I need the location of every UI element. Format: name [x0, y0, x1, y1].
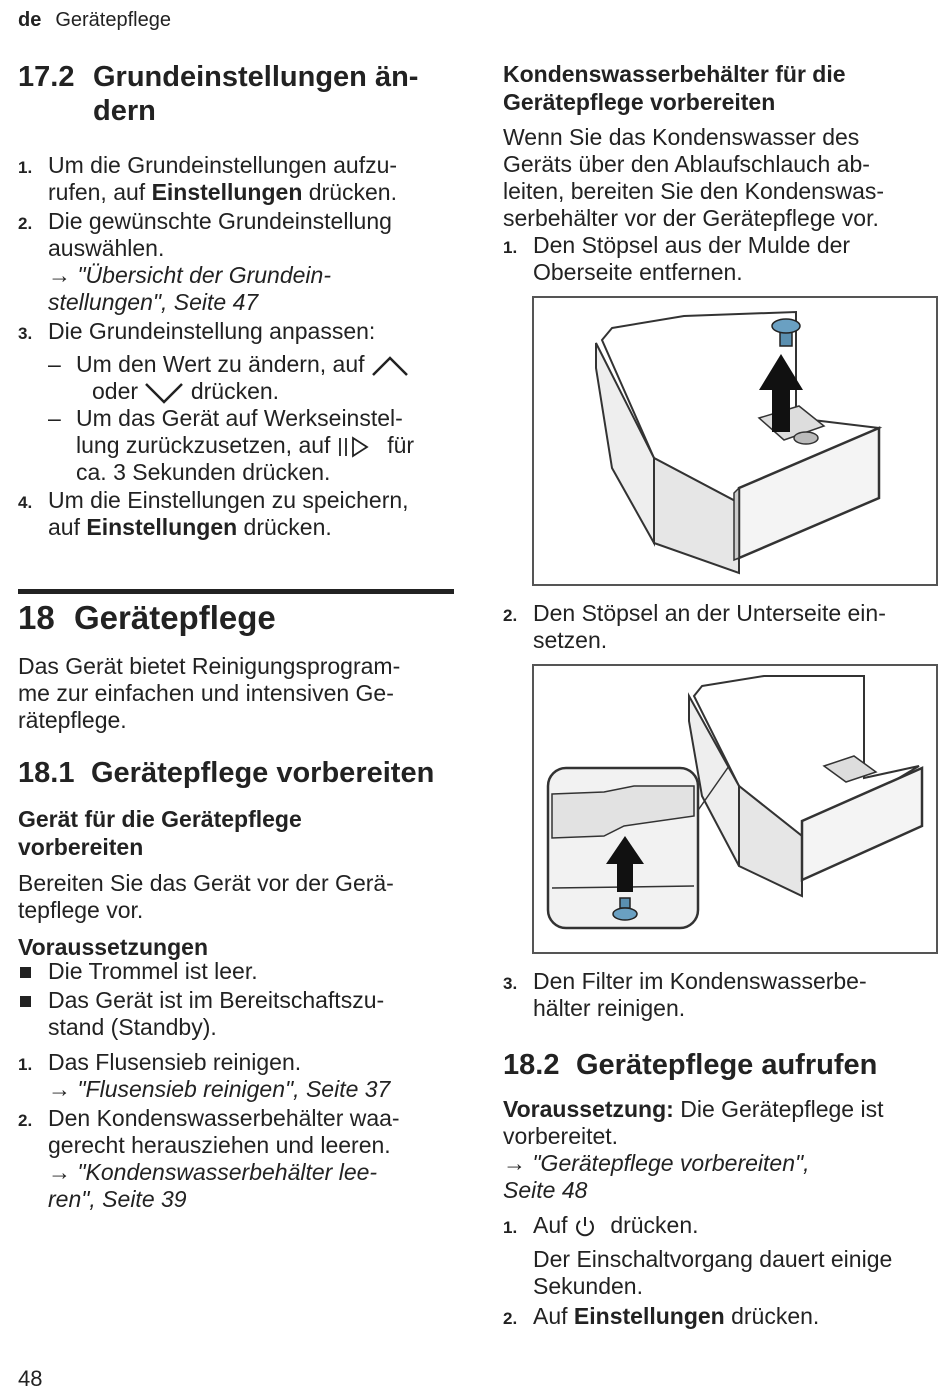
sub-step-factory-reset: – Um das Gerät auf Werkseinstel- lung zurückzusetzen, auf für ca. 3 Sekunden drücken. — [48, 405, 415, 485]
subsection-heading: Gerät für die Gerätepflege vorbereiten — [18, 806, 302, 860]
requirements-heading: Voraussetzungen — [18, 934, 208, 960]
figure-remove-plug — [532, 296, 938, 586]
step-2: 2. Auf Einstellungen drücken. — [503, 1303, 820, 1329]
requirement-item: Das Gerät ist im Bereitschaftszu- stand (Standby). — [18, 987, 384, 1041]
section-17-2-heading: 17.2 Grundeinstellungen än- dern — [18, 61, 419, 127]
requirement-item: Die Trommel ist leer. — [18, 958, 258, 985]
cross-reference[interactable]: → "Übersicht der Grundein- — [48, 262, 331, 288]
language-code: de — [18, 9, 42, 31]
figure-insert-plug — [532, 664, 938, 954]
section-18-intro: Das Gerät bietet Reinigungsprogram- me zur einfachen und intensiven Ge- rätepflege. — [18, 653, 401, 733]
settings-label: Einstellungen — [86, 514, 238, 540]
chapter-title: Gerätepflege — [55, 9, 171, 31]
sub-step-change-value: – Um den Wert zu ändern, auf oder drücken. — [18, 351, 409, 405]
play-pause-icon — [337, 436, 371, 458]
cross-reference[interactable]: → "Flusensieb reinigen", Seite 37 — [48, 1076, 391, 1102]
chevron-up-icon — [371, 355, 409, 377]
power-icon — [574, 1216, 596, 1238]
step-2: 2. Die gewünschte Grundeinstellung auswählen. → "Übersicht der Grundein- stellungen", Seite 47 — [18, 208, 392, 315]
requirement-paragraph: Voraussetzung: Die Gerätepflege ist vorbereitet. → "Gerätepflege vorbereiten", Seite 48 — [503, 1096, 884, 1203]
step-1: 1. Um die Grundeinstellungen aufzu- rufen, auf Einstellungen drücken. — [18, 152, 398, 205]
chevron-down-icon — [144, 382, 184, 404]
cross-reference-cont[interactable]: Seite 48 — [503, 1177, 588, 1203]
step-1: 1. Den Stöpsel aus der Mulde der Oberseite entfernen. — [503, 232, 851, 285]
subsection-intro: Bereiten Sie das Gerät vor der Gerä- tepflege vor. — [18, 870, 394, 923]
subsection-intro: Wenn Sie das Kondenswasser des Geräts über den Ablaufschlauch ab- leiten, bereiten Sie den Kondenswas- serbehälter vor der Gerätepflege vor. — [503, 124, 885, 231]
water-container-illustration — [534, 298, 936, 584]
cross-reference[interactable]: → "Kondenswasserbehälter lee- — [48, 1159, 378, 1185]
subsection-heading: Kondenswasserbehälter für die Gerätepflege vorbereiten — [503, 61, 846, 115]
page-number: 48 — [18, 1366, 43, 1391]
page-header — [18, 9, 171, 32]
cross-reference-cont[interactable]: ren", Seite 39 — [48, 1186, 187, 1212]
step-2: 2. Den Stöpsel an der Unterseite ein- setzen. — [503, 600, 886, 653]
section-18-1-heading: 18.1 Gerätepflege vorbereiten — [18, 757, 435, 789]
cross-reference[interactable]: → "Gerätepflege vorbereiten", — [503, 1150, 810, 1176]
step-2: 2. Den Kondenswasserbehälter waa- gerecht herausziehen und leeren. → "Kondenswasserbehälter lee- ren", Seite 39 — [18, 1105, 400, 1212]
section-18-2-heading: 18.2 Gerätepflege aufrufen — [503, 1049, 878, 1081]
settings-label: Einstellungen — [151, 179, 303, 205]
step-4: 4. Um die Einstellungen zu speichern, auf Einstellungen drücken. — [18, 487, 409, 540]
step-note: Der Einschaltvorgang dauert einige Sekunden. — [533, 1246, 893, 1299]
cross-reference-cont[interactable]: stellungen", Seite 47 — [48, 289, 259, 315]
step-3: 3. Die Grundeinstellung anpassen: — [18, 318, 376, 344]
water-container-underside-illustration — [534, 666, 936, 952]
section-divider — [18, 589, 454, 594]
step-3: 3. Den Filter im Kondenswasserbe- hälter reinigen. — [503, 968, 867, 1021]
step-1: 1. Auf drücken. — [503, 1212, 699, 1238]
settings-label: Einstellungen — [573, 1303, 725, 1329]
section-18-heading: 18 Gerätepflege — [18, 599, 276, 636]
step-1: 1. Das Flusensieb reinigen. → "Flusensieb reinigen", Seite 37 — [18, 1049, 391, 1102]
